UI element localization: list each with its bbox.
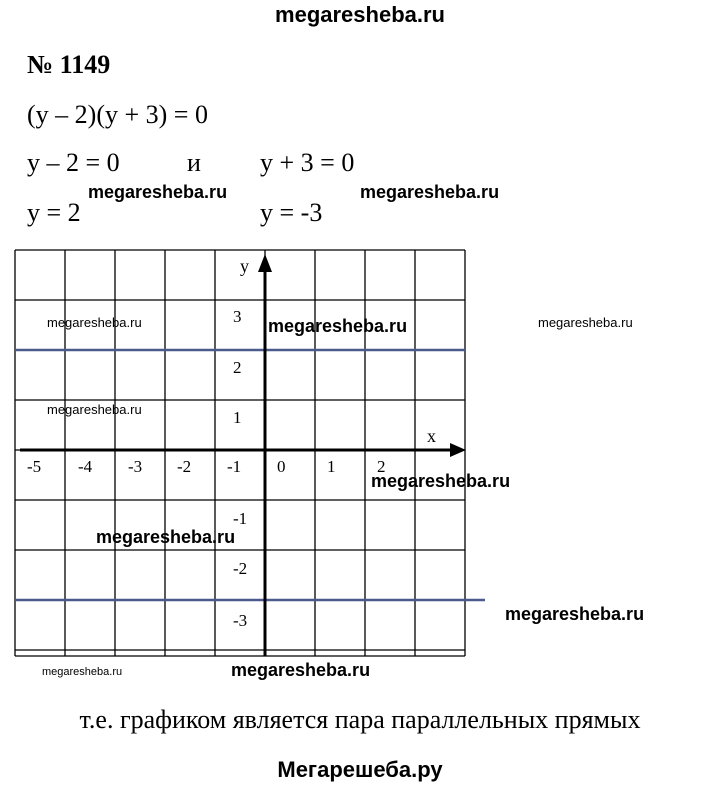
x-tick-label: -5 [27, 457, 42, 476]
watermark: megaresheba.ru [96, 527, 236, 547]
x-tick-label: -3 [128, 457, 143, 476]
x-tick-label: -4 [78, 457, 93, 476]
task-number: № 1149 [27, 50, 111, 79]
x-tick-label: 0 [277, 457, 286, 476]
x-tick-label: -1 [227, 457, 242, 476]
conclusion-text: т.е. графиком является пара параллельных прямых [79, 705, 641, 734]
site-footer: Мегарешеба.ру [277, 757, 443, 782]
watermark: megaresheba.ru [538, 315, 633, 330]
y-axis-label: y [240, 256, 249, 276]
site-header: megaresheba.ru [275, 2, 445, 27]
watermark: megaresheba.ru [231, 660, 371, 680]
x-tick-label: 1 [327, 457, 336, 476]
equation-factor-2: y + 3 = 0 [260, 148, 355, 177]
y-tick-label: 1 [233, 408, 242, 427]
watermark: megaresheba.ru [268, 316, 408, 336]
x-axis-label: x [427, 426, 436, 446]
x-tick-label: -2 [177, 457, 192, 476]
x-axis-arrow [450, 443, 466, 457]
y-tick-label: -1 [233, 509, 248, 528]
tick-labels [27, 256, 436, 630]
y-tick-label: -2 [233, 559, 248, 578]
y-tick-label: 2 [233, 358, 242, 377]
conjunction-and: и [187, 148, 201, 177]
watermark: megaresheba.ru [47, 315, 142, 330]
y-axis-arrow [258, 254, 272, 272]
watermark: megaresheba.ru [47, 402, 142, 417]
y-tick-label: 3 [233, 307, 242, 326]
y-tick-label: -3 [233, 611, 248, 630]
solution-1: y = 2 [27, 198, 81, 227]
x-tick-label: 2 [377, 457, 386, 476]
watermark: megaresheba.ru [42, 666, 123, 678]
watermark: megaresheba.ru [371, 471, 511, 491]
watermark: megaresheba.ru [505, 604, 645, 624]
watermark: megaresheba.ru [88, 182, 228, 202]
equation-main: (y – 2)(y + 3) = 0 [27, 100, 208, 129]
equation-factor-1: y – 2 = 0 [27, 148, 120, 177]
watermark: megaresheba.ru [360, 182, 500, 202]
solution-2: y = -3 [260, 198, 323, 227]
